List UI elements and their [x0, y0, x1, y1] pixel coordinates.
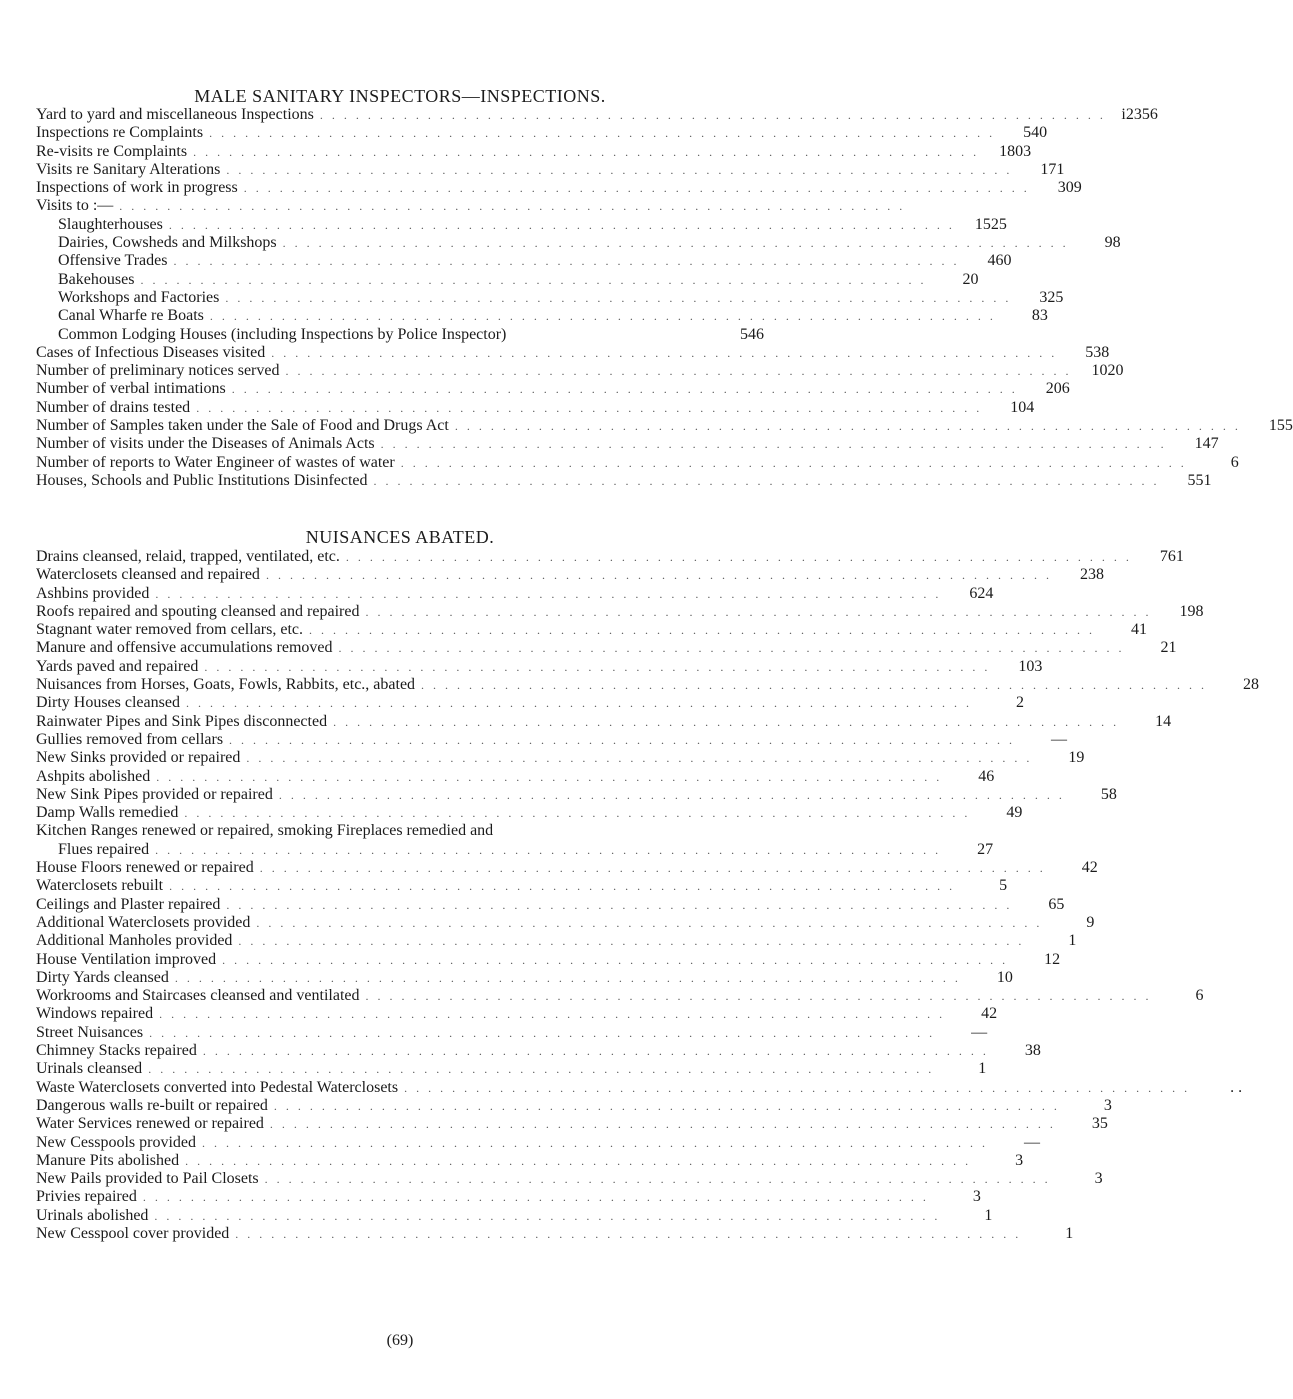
list-item	[36, 197, 906, 215]
item-value: 9	[1086, 913, 1095, 931]
item-value: 238	[1079, 566, 1104, 584]
item-value: 147	[1194, 435, 1219, 453]
item-label: Yard to yard and miscellaneous Inspections	[36, 106, 314, 123]
dot-leader: . . . . . . . . . . . . . . . . . . . . . . . . . . . . . . . . . . . . . . . . . . . . . . . . . . . . . . . . . . . . . . . . . .	[204, 659, 991, 674]
item-value: 2	[1015, 694, 1024, 712]
dot-leader: . . . . . . . . . . . . . . . . . . . . . . . . . . . . . . . . . . . . . . . . . . . . . . . . . . . . . . . . . . . . . . . . . .	[271, 345, 1058, 360]
list-item	[36, 1151, 1024, 1170]
dot-leader: . . . . . . . . . . . . . . . . . . . . . . . . . . . . . . . . . . . . . . . . . . . . . . . . . . . . . . . . . . . . . . . . . .	[185, 696, 972, 711]
list-item	[36, 1115, 1108, 1133]
item-label: Houses, Schools and Public Institutions Disinfected	[36, 471, 368, 489]
list-item	[36, 822, 764, 840]
list-item	[36, 106, 1158, 124]
item-value: 28	[1243, 676, 1260, 694]
dot-leader: . . . . . . . . . . . . . . . . . . . . . . . . . . . . . . . . . . . . . . . . . . . . . . . . . . . . . . . . . . . . . . . . . .	[345, 550, 1132, 564]
item-label: Urinals abolished	[36, 1206, 149, 1224]
item-value: 551	[1187, 471, 1212, 489]
dot-leader: . . . . . . . . . . . . . . . . . . . . . . . . . . . . . . . . . . . . . . . . . . . . . . . . . . . . . . . . . . . . . . . . . .	[159, 1007, 946, 1022]
item-label: Waterclosets cleansed and repaired	[36, 566, 260, 584]
item-label: Number of preliminary notices served	[36, 362, 280, 380]
item-value: 41	[1131, 621, 1147, 639]
list-item	[36, 398, 1035, 417]
item-value: 6	[1195, 987, 1204, 1005]
item-label: Additional Waterclosets provided	[36, 913, 251, 931]
item-value: 1	[984, 1206, 993, 1224]
list-item	[36, 584, 994, 603]
item-value: 198	[1179, 602, 1204, 620]
list-item	[36, 950, 1061, 969]
item-value: 1020	[1091, 362, 1124, 380]
list-item	[36, 566, 1104, 584]
list-item	[36, 124, 1048, 142]
dot-leader: . . . . . . . . . . . . . . . . . . . . . . . . . . . . . . . . . . . . . . . . . . . . . . . . . . . . . . . . . . . . . . . . . .	[309, 623, 1095, 638]
item-value: 20	[962, 270, 979, 288]
item-value: 624	[969, 584, 994, 602]
item-value: 3	[972, 1188, 981, 1206]
list-item	[36, 270, 979, 289]
item-value: 1803	[999, 142, 1032, 160]
list-item	[36, 785, 1117, 804]
list-item	[36, 840, 994, 859]
page-title: MALE SANITARY INSPECTORS—INSPECTIONS.	[194, 86, 606, 106]
list-item	[36, 234, 1121, 252]
list-item	[36, 179, 1082, 197]
item-label: Waste Waterclosets converted into Pedestal Waterclosets	[36, 1078, 399, 1096]
item-value: 761	[1159, 548, 1184, 565]
item-label: Kitchen Ranges renewed or repaired, smoking Fireplaces remedied and	[36, 822, 494, 840]
dot-leader: . . . . . . . . . . . . . . . . . . . . . . . . . . . . . . . . . . . . . . . . . . . . . . . . . . . . . . . . . . . . . . . . . .	[156, 769, 943, 784]
item-label: Additional Manholes provided	[36, 932, 233, 950]
item-value: —	[1051, 730, 1068, 748]
dot-leader: . . . . . . . . . . . . . . . . . . . . . . . . . . . . . . . . . . . . . . . . . . . . . . . . . . . . . . . . . . . . . . . . . .	[265, 568, 1052, 583]
dot-leader: . . . . . . . . . . . . . . . . . . . . . . . . . . . . . . . . . . . . . . . . . . . . . . . . . . . . . . . . . . . . . . . . . .	[174, 970, 961, 985]
item-label: Chimney Stacks repaired	[36, 1042, 197, 1060]
item-value: 83	[1031, 307, 1048, 325]
dot-leader: . . . . . . . . . . . . . . . . . . . . . . . . . . . . . . . . . . . . . . . . . . . . . . . . . . . . . . . . . . . . . . . . . .	[168, 217, 955, 232]
item-label: Damp Walls remedied	[36, 804, 179, 822]
list-item	[36, 932, 1077, 950]
dot-leader: . . . . . . . . . . . . . . . . . . . . . . . . . . . . . . . . . . . . . . . . . . . . . . . . . . . . . . . . . . . . . . . . . .	[243, 181, 1030, 196]
dot-leader: . . . . . . . . . . . . . . . . . . . . . . . . . . . . . . . . . . . . . . . . . . . . . . . . . . . . . . . . . . . . . . . . . .	[119, 199, 906, 214]
item-label: Slaughterhouses	[58, 215, 163, 233]
item-label: Dairies, Cowsheds and Milkshops	[58, 234, 277, 252]
item-value: 540	[1023, 124, 1048, 142]
item-label: Privies repaired	[36, 1188, 137, 1206]
item-value: 58	[1100, 785, 1117, 803]
item-label: New Pails provided to Pail Closets	[36, 1170, 259, 1188]
dot-leader: . . . . . . . . . . . . . . . . . . . . . . . . . . . . . . . . . . . . . . . . . . . . . . . . . . . . . . . . . . . . . . . . . .	[142, 1190, 929, 1205]
item-value: 21	[1160, 639, 1177, 657]
page-number: (69)	[386, 1332, 414, 1349]
dot-leader: . . . . . . . . . . . . . . . . . . . . . . . . . . . . . . . . . . . . . . . . . . . . . . . . . . . . . . . . . . . . . . . . . .	[222, 952, 1009, 967]
dot-leader: . . . . . . . . . . . . . . . . . . . . . . . . . . . . . . . . . . . . . . . . . . . . . . . . . . . . . . . . . . . . . . . . . .	[140, 272, 927, 287]
list-item	[36, 215, 1007, 234]
list-item	[36, 1206, 993, 1225]
item-value: 6	[1230, 453, 1239, 471]
list-item	[36, 749, 1085, 767]
dot-leader: . . . . . . . . . . . . . . . . . . . . . . . . . . . . . . . . . . . . . . . . . . . . . . . . . . . . . . . . . . . . . . . . . .	[196, 400, 983, 415]
item-label: Ashpits abolished	[36, 767, 151, 785]
item-value: 42	[1081, 859, 1098, 877]
dot-leader: . . . . . . . . . . . . . . . . . . . . . . . . . . . . . . . . . . . . . . . . . . . . . . . . . . . . . . . . . . . . . . . . . .	[421, 678, 1208, 693]
list-item	[36, 676, 1260, 694]
list-item	[36, 142, 1032, 161]
dot-leader: . . . . . . . . . . . . . . . . . . . . . . . . . . . . . . . . . . . . . . . . . . . . . . . . . . . . . . . . . . . . . . . . . .	[365, 604, 1152, 619]
dot-leader: . . . . . . . . . . . . . . . . . . . . . . . . . . . . . . . . . . . . . . . . . . . . . . . . . . . . . . . . . . . . . . . . . .	[202, 1044, 989, 1059]
item-value: 1	[1065, 1224, 1074, 1242]
dot-leader: . . . . . . . . . . . . . . . . . . . . . . . . . . . . . . . . . . . . . . . . . . . . . . . . . . . . . . . . . . . . . . . . . .	[149, 1025, 936, 1040]
dot-leader: . . . . . . . . . . . . . . . . . . . . . . . . . . . . . . . . . . . . . . . . . . . . . . . . . . . . . . . . . . . . . . . . . .	[185, 1153, 972, 1168]
item-label: Manure and offensive accumulations removed	[36, 639, 333, 657]
list-item	[36, 1188, 981, 1206]
item-label: Urinals cleansed	[36, 1060, 143, 1078]
dot-leader: . . . . . . . . . . . . . . . . . . . . . . . . . . . . . . . . . . . . . . . . . . . . . . . . . . . . . . . . . . . . . . . . . .	[226, 162, 1013, 177]
item-value: —	[1023, 1133, 1040, 1151]
list-item	[36, 380, 1070, 398]
item-label: New Sink Pipes provided or repaired	[36, 785, 273, 803]
inspections-list	[36, 106, 1293, 490]
dot-leader: . . . . . . . . . . . . . . . . . . . . . . . . . . . . . . . . . . . . . . . . . . . . . . . . . . . . . . . . . . . . . . . . . .	[154, 1208, 941, 1223]
item-label: Nuisances from Horses, Goats, Fowls, Rabbits, etc., abated	[36, 676, 416, 694]
item-label: Common Lodging Houses (including Inspections by Police Inspector)	[58, 325, 507, 343]
item-value: 3	[1094, 1170, 1103, 1188]
item-value: 65	[1048, 895, 1065, 913]
list-item	[36, 1042, 1041, 1060]
dot-leader: . . . . . . . . . . . . . . . . . . . . . . . . . . . . . . . . . . . . . . . . . . . . . . . . . . . . . . . . . . . . . . . . . .	[256, 915, 1043, 930]
item-value: 12	[1044, 950, 1061, 968]
list-item	[36, 160, 1065, 179]
list-item	[36, 1224, 1074, 1243]
list-item	[36, 1060, 987, 1078]
item-value: 104	[1010, 398, 1035, 416]
item-label: Number of visits under the Diseases of Animals Acts	[36, 435, 375, 453]
item-label: Street Nuisances	[36, 1023, 144, 1041]
item-value: —	[971, 1023, 988, 1041]
item-label: Inspections of work in progress	[36, 179, 238, 197]
list-item	[36, 657, 1043, 676]
item-value: 98	[1104, 234, 1121, 252]
item-value: 325	[1039, 288, 1064, 306]
list-item	[36, 435, 1219, 453]
item-label: House Floors renewed or repaired	[36, 859, 254, 877]
nuisances-list	[36, 548, 1260, 1243]
dot-leader: . . . . . . . . . . . . . . . . . . . . . . . . . . . . . . . . . . . . . . . . . . . . . . . . . . . . . . . . . . . . . . . . . .	[226, 897, 1013, 912]
list-item	[36, 1170, 1103, 1188]
item-value: 309	[1057, 179, 1082, 197]
list-item	[36, 1023, 988, 1042]
list-item	[36, 1133, 1040, 1152]
list-item	[36, 987, 1204, 1005]
item-value: 171	[1040, 160, 1065, 178]
dot-leader: . . . . . . . . . . . . . . . . . . . . . . . . . . . . . . . . . . . . . . . . . . . . . . . . . . . . . . . . . . . . . . . . . .	[201, 1135, 988, 1150]
item-value: 1	[1068, 932, 1077, 950]
dot-leader: . . . . . . . . . . . . . . . . . . . . . . . . . . . . . . . . . . . . . . . . . . . . . . . . . . . . . . . . . . . . . . . . . .	[365, 989, 1152, 1004]
dot-leader: . . . . . . . . . . . . . . . . . . . . . . . . . . . . . . . . . . . . . . . . . . . . . . . . . . . . . . . . . . . . . . . . . .	[231, 382, 1018, 397]
list-item	[36, 362, 1124, 380]
dot-leader: . . . . . . . . . . . . . . . . . . . . . . . . . . . . . . . . . . . . . . . . . . . . . . . . . . . . . . . . . . . . . . . . . .	[264, 1172, 1051, 1187]
dot-leader: . . . . . . . . . . . . . . . . . . . . . . . . . . . . . . . . . . . . . . . . . . . . . . . . . . . . . . . . . . . . . . . . . .	[193, 144, 980, 159]
dot-leader: . . . . . . . . . . . . . . . . . . . . . . . . . . . . . . . . . . . . . . . . . . . . . . . . . . . . . . . . . . . . . . . . . .	[333, 714, 1120, 729]
item-label: Gullies removed from cellars	[36, 730, 224, 748]
item-value: 3	[1015, 1151, 1024, 1169]
item-label: Workshops and Factories	[58, 288, 220, 306]
list-item	[36, 602, 1204, 621]
dot-leader: . . . . . . . . . . . . . . . . . . . . . . . . . . . . . . . . . . . . . . . . . . . . . . . . . . . . . . . . . . . . . . . . . .	[319, 108, 1106, 122]
item-value: 155	[1268, 417, 1293, 435]
item-label: Windows repaired	[36, 1005, 154, 1023]
dot-leader: . . . . . . . . . . . . . . . . . . . . . . . . . . . . . . . . . . . . . . . . . . . . . . . . . . . . . . . . . . . . . . . . . .	[229, 732, 1016, 747]
list-item	[36, 804, 1023, 822]
list-item	[36, 694, 1024, 712]
item-label: Offensive Trades	[58, 252, 168, 270]
item-label: House Ventilation improved	[36, 950, 217, 968]
dot-leader: . . . . . . . . . . . . . . . . . . . . . . . . . . . . . . . . . . . . . . . . . . . . . . . . . . . . . . . . . . . . . . . . . .	[184, 806, 971, 821]
dot-leader: . . . . . . . . . . . . . . . . . . . . . . . . . . . . . . . . . . . . . . . . . . . . . . . . . . . . . . . . . . . . . . . . . .	[404, 1080, 1191, 1095]
dot-leader: . . . . . . . . . . . . . . . . . . . . . . . . . . . . . . . . . . . . . . . . . . . . . . . . . . . . . . . . . . . . . . . . . .	[169, 879, 956, 894]
item-value: 42	[981, 1005, 998, 1023]
item-value: 538	[1085, 343, 1110, 361]
list-item	[36, 252, 1012, 270]
item-label: Visits to :—	[36, 197, 114, 215]
list-item	[36, 895, 1065, 914]
dot-leader: . . . . . . . . . . . . . . . . . . . . . . . . . . . . . . . . . . . . . . . . . . . . . . . . . . . . . . . . . . . . . . . . . .	[380, 437, 1167, 452]
item-label: Stagnant water removed from cellars, etc.	[36, 621, 303, 639]
item-label: Cases of Infectious Diseases visited	[36, 343, 266, 361]
list-item	[36, 877, 1008, 895]
item-label: Inspections re Complaints	[36, 124, 204, 142]
item-value: 19	[1068, 749, 1085, 767]
item-label: Rainwater Pipes and Sink Pipes disconnected	[36, 712, 328, 730]
dot-leader: . . . . . . . . . . . . . . . . . . . . . . . . . . . . . . . . . . . . . . . . . . . . . . . . . . . . . . . . . . . . . . . . . .	[273, 1098, 1060, 1113]
item-value: 1	[978, 1060, 987, 1078]
list-item	[36, 1096, 1112, 1115]
list-item	[36, 288, 1064, 307]
list-item	[36, 639, 1177, 657]
item-label: Dirty Yards cleansed	[36, 968, 169, 986]
dot-leader: . . . . . . . . . . . . . . . . . . . . . . . . . . . . . . . . . . . . . . . . . . . . . . . . . . . . . . . . . . . . . . . . . .	[235, 1226, 1022, 1241]
item-value: 460	[987, 252, 1012, 270]
item-value: . .	[1230, 1078, 1243, 1096]
item-label: Bakehouses	[58, 270, 135, 288]
list-item	[36, 621, 1147, 639]
dot-leader: . . . . . . . . . . . . . . . . . . . . . . . . . . . . . . . . . . . . . . . . . . . . . . . . . . . . . . . . . . . . . . . . . .	[454, 419, 1241, 434]
item-value: 546	[740, 325, 764, 343]
item-label: Number of Samples taken under the Sale of Food and Drugs Act	[36, 417, 449, 435]
item-value: 3	[1103, 1096, 1112, 1114]
item-value: i2356	[1121, 106, 1158, 123]
dot-leader: . . . . . . . . . . . . . . . . . . . . . . . . . . . . . . . . . . . . . . . . . . . . . . . . . . . . . . . . . . . . . . . . . .	[269, 1117, 1056, 1132]
item-label: Water Services renewed or repaired	[36, 1115, 264, 1133]
list-item	[36, 343, 1110, 362]
dot-leader: . . . . . . . . . . . . . . . . . . . . . . . . . . . . . . . . . . . . . . . . . . . . . . . . . . . . . . . . . . . . . . . . . .	[155, 586, 942, 601]
list-item	[36, 712, 1172, 731]
dot-leader: . . . . . . . . . . . . . . . . . . . . . . . . . . . . . . . . . . . . . . . . . . . . . . . . . . . . . . . . . . . . . . . . . .	[209, 309, 996, 324]
item-label: Number of verbal intimations	[36, 380, 226, 398]
dot-leader: . . . . . . . . . . . . . . . . . . . . . . . . . . . . . . . . . . . . . . . . . . . . . . . . . . . . . . . . . . . . . . . . . .	[285, 364, 1072, 379]
item-value: 1525	[974, 215, 1007, 233]
dot-leader: . . . . . . . . . . . . . . . . . . . . . . . . . . . . . . . . . . . . . . . . . . . . . . . . . . . . . . . . . . . . . . . . . .	[373, 473, 1160, 488]
item-value: 49	[1006, 804, 1023, 822]
item-value: 38	[1024, 1042, 1041, 1060]
item-label: New Cesspools provided	[36, 1133, 196, 1151]
list-item	[36, 968, 1013, 987]
list-item	[36, 471, 1212, 490]
dot-leader: . . . . . . . . . . . . . . . . . . . . . . . . . . . . . . . . . . . . . . . . . . . . . . . . . . . . . . . . . . . . . . . . . .	[400, 455, 1187, 470]
item-label: Canal Wharfe re Boats	[58, 307, 204, 325]
list-item	[36, 453, 1239, 472]
item-label: Dangerous walls re-built or repaired	[36, 1096, 268, 1114]
list-item	[36, 767, 995, 786]
dot-leader: . . . . . . . . . . . . . . . . . . . . . . . . . . . . . . . . . . . . . . . . . . . . . . . . . . . . . . . . . . . . . . . . . .	[155, 842, 942, 857]
dot-leader: . . . . . . . . . . . . . . . . . . . . . . . . . . . . . . . . . . . . . . . . . . . . . . . . . . . . . . . . . . . . . . . . . .	[173, 254, 960, 269]
item-value: 10	[996, 968, 1013, 986]
list-item	[36, 859, 1098, 877]
list-item	[36, 913, 1095, 932]
dot-leader: . . . . . . . . . . . . . . . . . . . . . . . . . . . . . . . . . . . . . . . . . . . . . . . . . . . . . . . . . . . . . . . . . .	[259, 861, 1046, 876]
item-value: 206	[1045, 380, 1070, 398]
item-label: Re-visits re Complaints	[36, 142, 188, 160]
item-label: Number of drains tested	[36, 398, 191, 416]
list-item	[36, 730, 1068, 749]
list-item	[36, 417, 1293, 435]
item-label: Dirty Houses cleansed	[36, 694, 180, 712]
item-label: Yards paved and repaired	[36, 657, 199, 675]
item-value: 46	[978, 767, 995, 785]
item-label: Flues repaired	[58, 840, 150, 858]
item-label: New Cesspool cover provided	[36, 1224, 230, 1242]
item-label: Visits re Sanitary Alterations	[36, 160, 221, 178]
dot-leader: . . . . . . . . . . . . . . . . . . . . . . . . . . . . . . . . . . . . . . . . . . . . . . . . . . . . . . . . . . . . . . . . . .	[238, 934, 1025, 949]
list-item	[36, 548, 1184, 566]
list-item	[36, 1078, 1243, 1097]
item-label: Number of reports to Water Engineer of wastes of water	[36, 453, 395, 471]
dot-leader: . . . . . . . . . . . . . . . . . . . . . . . . . . . . . . . . . . . . . . . . . . . . . . . . . . . . . . . . . . . . . . . . . .	[209, 126, 996, 141]
dot-leader: . . . . . . . . . . . . . . . . . . . . . . . . . . . . . . . . . . . . . . . . . . . . . . . . . . . . . . . . . . . . . . . . . .	[148, 1062, 935, 1077]
list-item	[36, 307, 1048, 325]
item-label: Ashbins provided	[36, 584, 150, 602]
item-value: 103	[1018, 657, 1043, 675]
item-label: Manure Pits abolished	[36, 1151, 180, 1169]
list-item	[36, 1005, 998, 1023]
item-value: 5	[999, 877, 1008, 895]
dot-leader: . . . . . . . . . . . . . . . . . . . . . . . . . . . . . . . . . . . . . . . . . . . . . . . . . . . . . . . . . . . . . . . . . .	[278, 787, 1065, 802]
list-item	[36, 326, 764, 344]
item-value: 14	[1155, 712, 1172, 730]
item-label: Drains cleansed, relaid, trapped, ventilated, etc.	[36, 548, 340, 565]
item-value: 35	[1091, 1115, 1108, 1133]
item-label: Roofs repaired and spouting cleansed and repaired	[36, 602, 360, 620]
item-label: Workrooms and Staircases cleansed and ventilated	[36, 987, 360, 1005]
nuisances-heading: NUISANCES ABATED.	[305, 527, 495, 547]
dot-leader: . . . . . . . . . . . . . . . . . . . . . . . . . . . . . . . . . . . . . . . . . . . . . . . . . . . . . . . . . . . . . . . . . .	[282, 236, 1069, 251]
dot-leader: . . . . . . . . . . . . . . . . . . . . . . . . . . . . . . . . . . . . . . . . . . . . . . . . . . . . . . . . . . . . . . . . . .	[225, 290, 1012, 305]
item-label: New Sinks provided or repaired	[36, 749, 241, 767]
item-label: Ceilings and Plaster repaired	[36, 895, 221, 913]
item-value: 27	[977, 840, 994, 858]
item-label: Waterclosets rebuilt	[36, 877, 164, 895]
dot-leader: . . . . . . . . . . . . . . . . . . . . . . . . . . . . . . . . . . . . . . . . . . . . . . . . . . . . . . . . . . . . . . . . . .	[246, 751, 1033, 766]
dot-leader: . . . . . . . . . . . . . . . . . . . . . . . . . . . . . . . . . . . . . . . . . . . . . . . . . . . . . . . . . . . . . . . . . .	[338, 641, 1125, 656]
